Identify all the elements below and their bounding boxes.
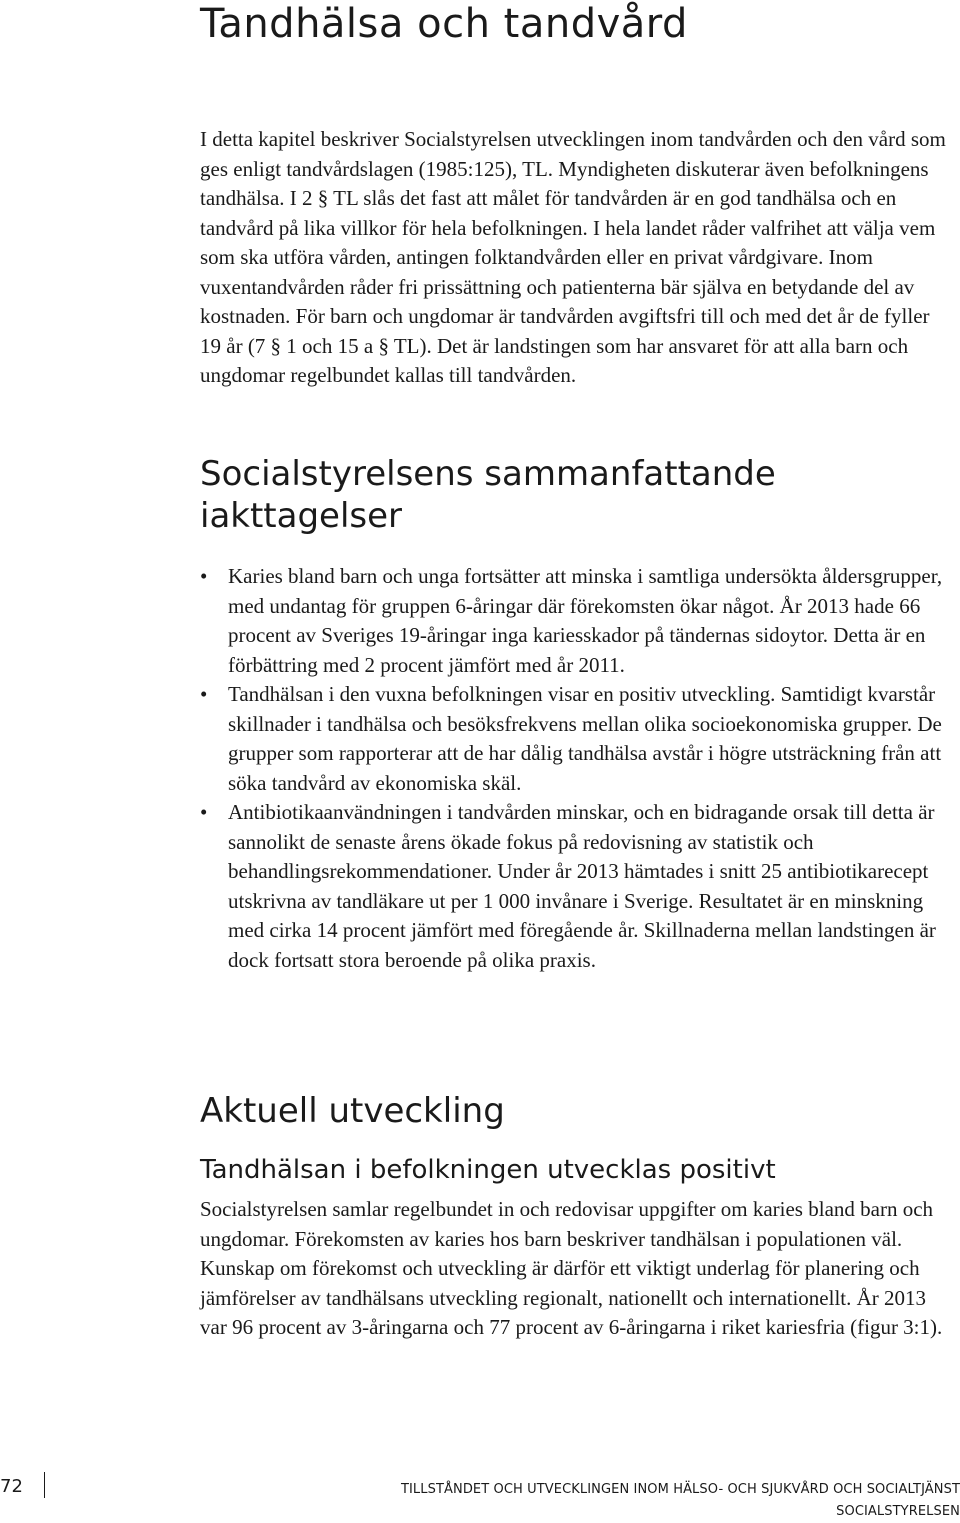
bullet-icon: • <box>200 800 208 824</box>
summary-heading: Socialstyrelsens sammanfattande iakttagelser <box>200 454 776 536</box>
page-number: 72 <box>0 1476 23 1497</box>
bullet-icon: • <box>200 682 208 706</box>
section-subheading: Tandhälsan i befolkningen utvecklas positivt <box>200 1155 776 1185</box>
bullet-icon: • <box>200 564 208 588</box>
intro-paragraph: I detta kapitel beskriver Socialstyrelsen utvecklingen inom tandvården och den vård som ges enligt tandvårdslagen (1985:125), TL. Myndigheten diskuterar även befolkningens tandhälsa. I 2 § TL slås det fast att målet för tandvården är en god tandhälsa och en tandvård på lika villkor för hela befolkningen. I hela landet råder valfrihet att välja vem som ska utföra vården, antingen folktandvården eller en privat vårdgivare. Inom vuxentandvården råder fri prissättning och patienterna bär själva en betydande del av kostnaden. För barn och ungdomar är tandvården avgiftsfri till och med det år de fyller 19 år (7 § 1 och 15 a § TL). Det är landstingen som har ansvaret för att alla barn och ungdomar regelbundet kallas till tandvården. <box>200 127 946 387</box>
list-item <box>200 798 960 975</box>
current-development-paragraph: Socialstyrelsen samlar regelbundet in och redovisar uppgifter om karies bland barn och ungdomar. Förekomsten av karies hos barn beskriver tandhälsan i populationen väl. Kunskap om förekomst och utveckling är därför ett viktigt underlag för planering och jämförelser av tandhälsans utveckling regionalt, nationellt och internationellt. År 2013 var 96 procent av 3-åringarna och 77 procent av 6-åringarna i riket kariesfria (figur 3:1). <box>200 1197 943 1339</box>
summary-list <box>200 562 960 975</box>
list-item <box>200 562 960 680</box>
summary-item-text: Karies bland barn och unga fortsätter att minska i samtliga undersökta åldersgrupper, med undantag för gruppen 6-åringar där förekomsten ökar något. År 2013 hade 66 procent av Sveriges 19-åringar inga kariesskador på tändernas sidoytor. Detta är en förbättring med 2 procent jämfört med år 2011. <box>228 564 943 677</box>
list-item <box>200 680 960 798</box>
publisher: SOCIALSTYRELSEN <box>836 1504 960 1519</box>
footer-divider <box>44 1472 45 1498</box>
current-development-heading: Aktuell utveckling <box>200 1091 505 1131</box>
footer <box>401 1479 960 1523</box>
summary-item-text: Antibiotikaanvändningen i tandvården minskar, och en bidragande orsak till detta är sannolikt de senaste årens ökade fokus på redovisning av statistik och behandlingsrekommendationer. Under år 2013 hämtades i snitt 25 antibiotikarecept utskrivna av tandläkare ut per 1 000 invånare i Sverige. Resultatet är en minskning med cirka 14 procent jämfört med föregående år. Skillnaderna mellan landstingen är dock fortsatt stora beroende på olika praxis. <box>228 800 936 972</box>
summary-item-text: Tandhälsan i den vuxna befolkningen visar en positiv utveckling. Samtidigt kvarstår skillnader i tandhälsa och besöksfrekvens mellan olika socioekonomiska grupper. De grupper som rapporterar att de har dålig tandhälsa avstår i högre utsträckning från att söka tandvård av ekonomiska skäl. <box>228 682 942 795</box>
chapter-title: Tandhälsa och tandvård <box>200 1 688 47</box>
running-title: TILLSTÅNDET OCH UTVECKLINGEN INOM HÄLSO- OCH SJUKVÅRD OCH SOCIALTJÄNST <box>400 1482 960 1497</box>
